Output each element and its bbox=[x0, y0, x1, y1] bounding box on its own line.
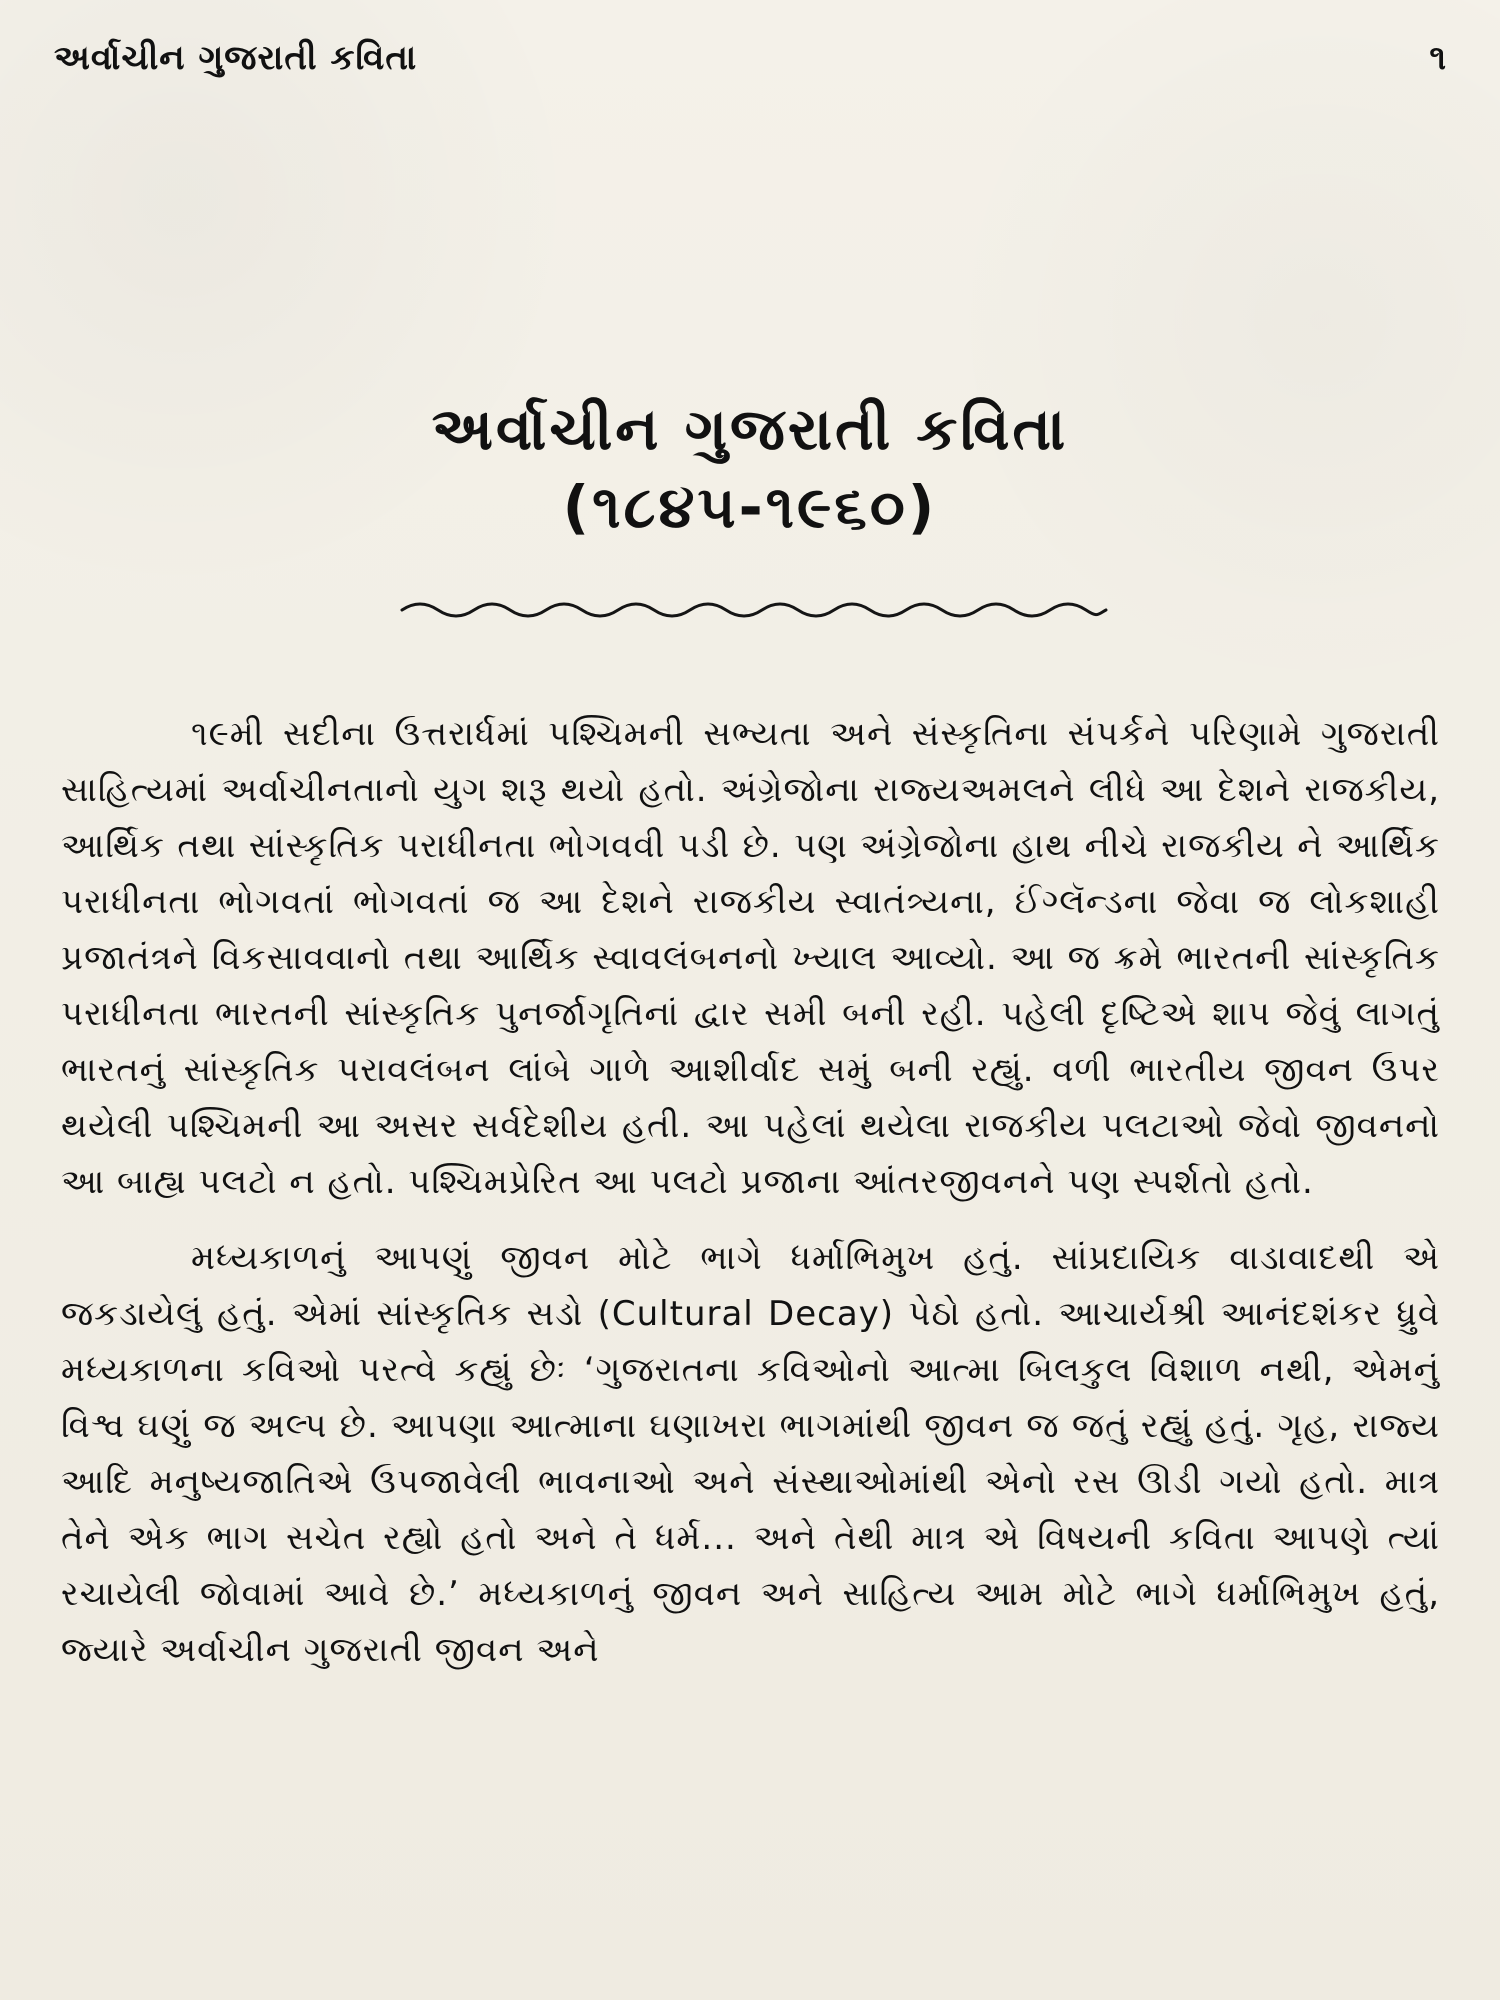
main-text bbox=[61, 706, 1440, 1698]
page-header bbox=[54, 40, 1446, 100]
page-number: ૧ bbox=[1429, 38, 1446, 78]
paragraph-2: મધ્યકાળનું આપણું જીવન મોટે ભાગે ધર્માભિમુખ હતું. સાંપ્રદાયિક વાડાવાદથી એ જકડાયેલું હતું. એમાં સાંસ્કૃતિક સડો (Cultural Decay) પેઠો હતો. આચાર્યશ્રી આનંદશંકર ધ્રુવે મધ્યકાળના કવિઓ પરત્વે કહ્યું છેઃ ‘ગુજરાતના કવિઓનો આત્મા બિલકુલ વિશાળ નથી, એમનું વિશ્વ ઘણું જ અલ્પ છે. આપણા આત્માના ઘણાખરા ભાગમાંથી જીવન જ જતું રહ્યું હતું. ગૃહ, રાજ્ય આદિ મનુષ્યજાતિએ ઉપજાવેલી ભાવનાઓ અને સંસ્થાઓમાંથી એનો રસ ઊડી ગયો હતો. માત્ર તેને એક ભાગ સચેત રહ્યો હતો અને તે ધર્મ... અને તેથી માત્ર એ વિષયની કવિતા આપણે ત્યાં રચાયેલી જોવામાં આવે છે.’ મધ્યકાળનું જીવન અને સાહિત્ય આમ મોટે ભાગે ધર્માભિમુખ હતું, જ્યારે અર્વાચીન ગુજરાતી જીવન અને bbox=[61, 1238, 1440, 1670]
date-range: (૧૮૪૫-૧૯૬૦) bbox=[562, 472, 938, 541]
wave-divider bbox=[400, 598, 1108, 622]
title-block bbox=[0, 395, 1500, 541]
running-title: અર્વાચીન ગુજરાતી કવિતા bbox=[54, 38, 418, 78]
paragraph-1: ૧૯મી સદીના ઉત્તરાર્ધમાં પશ્ચિમની સભ્યતા અને સંસ્કૃતિના સંપર્કને પરિણામે ગુજરાતી સાહિત્યમાં અર્વાચીનતાનો યુગ શરૂ થયો હતો. અંગ્રેજોના રાજ્યઅમલને લીધે આ દેશને રાજકીય, આર્થિક તથા સાંસ્કૃતિક પરાધીનતા ભોગવવી પડી છે. પણ અંગ્રેજોના હાથ નીચે રાજકીય ને આર્થિક પરાધીનતા ભોગવતાં ભોગવતાં જ આ દેશને રાજકીય સ્વાતંત્ર્યના, ઈંગ્લૅન્ડના જેવા જ લોકશાહી પ્રજાતંત્રને વિકસાવવાનો તથા આર્થિક સ્વાવલંબનનો ખ્યાલ આવ્યો. આ જ ક્રમે ભારતની સાંસ્કૃતિક પરાધીનતા ભારતની સાંસ્કૃતિક પુનર્જાગૃતિનાં દ્વાર સમી બની રહી. પહેલી દૃષ્ટિએ શાપ જેવું લાગતું ભારતનું સાંસ્કૃતિક પરાવલંબન લાંબે ગાળે આશીર્વાદ સમું બની રહ્યું. વળી ભારતીય જીવન ઉપર થયેલી પશ્ચિમની આ અસર સર્વદેશીય હતી. આ પહેલાં થયેલા રાજકીય પલટાઓ જેવો જીવનનો આ બાહ્ય પલટો ન હતો. પશ્ચિમપ્રેરિત આ પલટો પ્રજાના આંતરજીવનને પણ સ્પર્શતો હતો. bbox=[61, 714, 1440, 1202]
chapter-title: અર્વાચીન ગુજરાતી કવિતા bbox=[431, 395, 1069, 463]
